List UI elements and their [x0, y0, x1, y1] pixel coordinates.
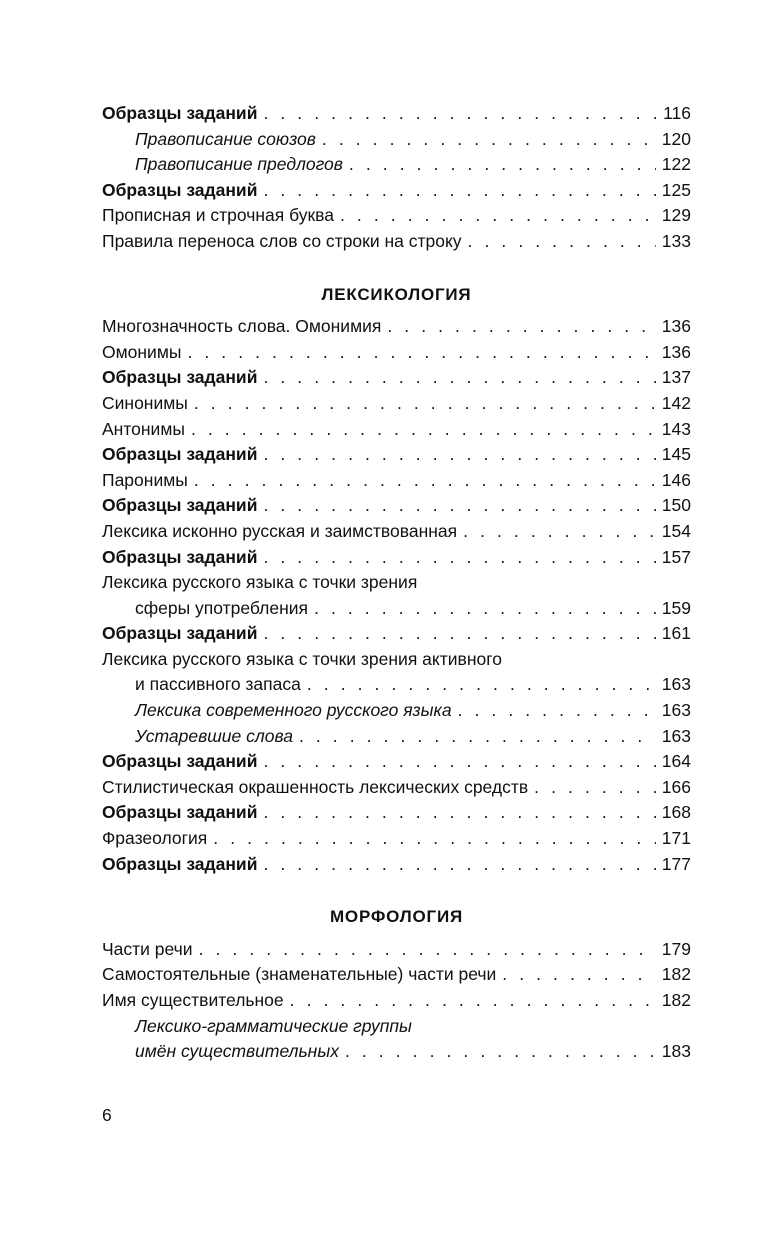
dot-leader: [263, 800, 655, 826]
toc-entry: [102, 852, 691, 878]
toc-entry-title: Правила переноса слов со строки на строку: [102, 230, 462, 251]
toc-entry-page: 143: [661, 418, 691, 439]
dot-leader: [307, 672, 656, 698]
toc-entry-page: 182: [661, 990, 691, 1010]
toc-entry-page: 120: [661, 128, 691, 149]
toc-entry-page: 161: [661, 623, 691, 644]
toc-entry: [102, 775, 691, 801]
toc-part-lexicology: [102, 314, 691, 877]
toc-part-morphology: [102, 937, 691, 1065]
toc-entry: [102, 962, 691, 988]
toc-entry-title: Самостоятельные (знаменательные) части речи: [102, 964, 497, 985]
toc-entry-title: Части речи: [102, 938, 193, 959]
toc-entry: [102, 152, 691, 178]
toc-entry: [102, 203, 691, 229]
toc-part-orthography: [102, 101, 691, 255]
toc-entry: [102, 314, 691, 340]
toc-entry-title: сферы употребления: [135, 597, 309, 618]
toc-entry-page: 166: [661, 776, 691, 797]
dot-leader: [534, 775, 656, 801]
toc-entry-page: 142: [661, 392, 691, 413]
dot-leader: [263, 101, 657, 127]
table-of-contents: [102, 101, 691, 1065]
toc-entry-page: 150: [661, 495, 691, 516]
toc-entry-title: Стилистическая окрашенность лексических средств: [102, 776, 529, 797]
toc-entry-title: Образцы заданий: [102, 751, 258, 772]
toc-entry-title: Лексика современного русского языка: [135, 700, 452, 721]
toc-entry-title: Образцы заданий: [102, 444, 258, 465]
dot-leader: [322, 127, 656, 153]
toc-entry-title: Синонимы: [102, 392, 188, 413]
toc-entry: [102, 340, 691, 366]
toc-entry-page: 159: [661, 597, 691, 618]
toc-entry-title: Правописание предлогов: [135, 154, 343, 175]
toc-entry: [102, 101, 691, 127]
toc-entry: [102, 365, 691, 391]
toc-entry-title: Имя существительное: [102, 990, 284, 1010]
toc-entry-page: 163: [661, 674, 691, 695]
toc-entry-page: 157: [661, 546, 691, 567]
toc-entry-title: Образцы заданий: [102, 495, 258, 516]
toc-entry-page: 136: [661, 341, 691, 362]
toc-entry-page: 136: [661, 316, 691, 337]
dot-leader: [263, 493, 655, 519]
toc-entry-title-line: Лексико-грамматические группы: [135, 1015, 412, 1036]
toc-entry: [102, 724, 691, 750]
toc-entry-title: Образцы заданий: [102, 179, 258, 200]
toc-entry-page: 122: [661, 154, 691, 175]
toc-entry-title: Устаревшие слова: [135, 725, 293, 746]
toc-entry-title: Образцы заданий: [102, 853, 258, 874]
toc-entry-title: Лексика исконно русская и заимствованная: [102, 520, 458, 541]
toc-entry-title: Правописание союзов: [135, 128, 316, 149]
toc-entry: [102, 749, 691, 775]
toc-entry-page: 129: [661, 205, 691, 226]
toc-entry: [102, 800, 691, 826]
toc-entry-title: Образцы заданий: [102, 546, 258, 567]
toc-entry: [102, 519, 691, 545]
toc-entry-page: 154: [661, 520, 691, 541]
toc-entry-title: Прописная и строчная буква: [102, 205, 334, 226]
toc-entry-page: 146: [661, 469, 691, 490]
toc-entry-title: Образцы заданий: [102, 802, 258, 823]
toc-entry: [102, 127, 691, 153]
toc-entry: [102, 826, 691, 852]
section-heading-lexicology: ЛЕКСИКОЛОГИЯ: [321, 284, 472, 304]
toc-entry: [102, 468, 691, 494]
dot-leader: [458, 698, 656, 724]
toc-entry: [102, 178, 691, 204]
dot-leader: [263, 178, 655, 204]
toc-entry-title: Омонимы: [102, 341, 182, 362]
dot-leader: [191, 417, 656, 443]
toc-entry-title: и пассивного запаса: [135, 674, 301, 695]
dot-leader: [263, 749, 655, 775]
toc-entry: [102, 596, 691, 622]
toc-entry: [102, 1039, 691, 1065]
dot-leader: [263, 852, 655, 878]
dot-leader: [299, 724, 656, 750]
dot-leader: [263, 621, 655, 647]
section-heading-morphology: МОРФОЛОГИЯ: [329, 907, 464, 927]
toc-entry-title: Паронимы: [102, 469, 188, 490]
toc-entry: [102, 493, 691, 519]
dot-leader: [387, 314, 655, 340]
toc-entry: [102, 417, 691, 443]
toc-entry: [102, 937, 691, 963]
dot-leader: [314, 596, 656, 622]
toc-entry: [102, 229, 691, 255]
toc-entry-page: 182: [661, 964, 691, 985]
toc-entry-page: 177: [661, 853, 691, 874]
dot-leader: [199, 937, 656, 963]
dot-leader: [263, 365, 655, 391]
toc-entry-title: Образцы заданий: [102, 623, 258, 644]
toc-entry-title-line: Лексика русского языка с точки зрения: [102, 572, 418, 593]
toc-entry: [102, 672, 691, 698]
dot-leader: [194, 391, 656, 417]
dot-leader: [194, 468, 656, 494]
toc-entry-page: 125: [661, 179, 691, 200]
toc-entry-page: 137: [661, 367, 691, 388]
toc-entry-title: Образцы заданий: [102, 103, 258, 123]
toc-entry-page: 145: [661, 444, 691, 465]
toc-entry: [102, 988, 691, 1014]
toc-entry-title: Многозначность слова. Омонимия: [102, 316, 382, 337]
toc-entry: [102, 621, 691, 647]
toc-entry-title: Фразеология: [102, 828, 208, 849]
dot-leader: [263, 545, 655, 571]
toc-entry: [102, 545, 691, 571]
dot-leader: [468, 229, 656, 255]
dot-leader: [349, 152, 656, 178]
dot-leader: [502, 962, 656, 988]
toc-entry-title: Антонимы: [102, 418, 185, 439]
toc-entry-page: 183: [661, 1041, 691, 1062]
dot-leader: [290, 988, 656, 1014]
toc-entry-title-line: Лексика русского языка с точки зрения активного: [102, 648, 502, 669]
toc-entry-title: Образцы заданий: [102, 367, 258, 388]
toc-entry-title: имён существительных: [135, 1041, 339, 1062]
toc-entry: [102, 391, 691, 417]
toc-entry-page: 179: [661, 938, 691, 959]
dot-leader: [345, 1039, 656, 1065]
dot-leader: [263, 442, 655, 468]
dot-leader: [187, 340, 655, 366]
toc-entry-page: 163: [661, 700, 691, 721]
toc-entry: [102, 698, 691, 724]
toc-entry-page: 164: [661, 751, 691, 772]
toc-entry: [102, 442, 691, 468]
toc-entry-page: 171: [661, 828, 691, 849]
toc-entry-page: 116: [663, 103, 691, 123]
dot-leader: [213, 826, 656, 852]
toc-entry-page: 133: [661, 230, 691, 251]
page-number: 6: [102, 1105, 112, 1125]
toc-entry-page: 168: [661, 802, 691, 823]
dot-leader: [340, 203, 656, 229]
dot-leader: [463, 519, 656, 545]
toc-entry-page: 163: [661, 725, 691, 746]
